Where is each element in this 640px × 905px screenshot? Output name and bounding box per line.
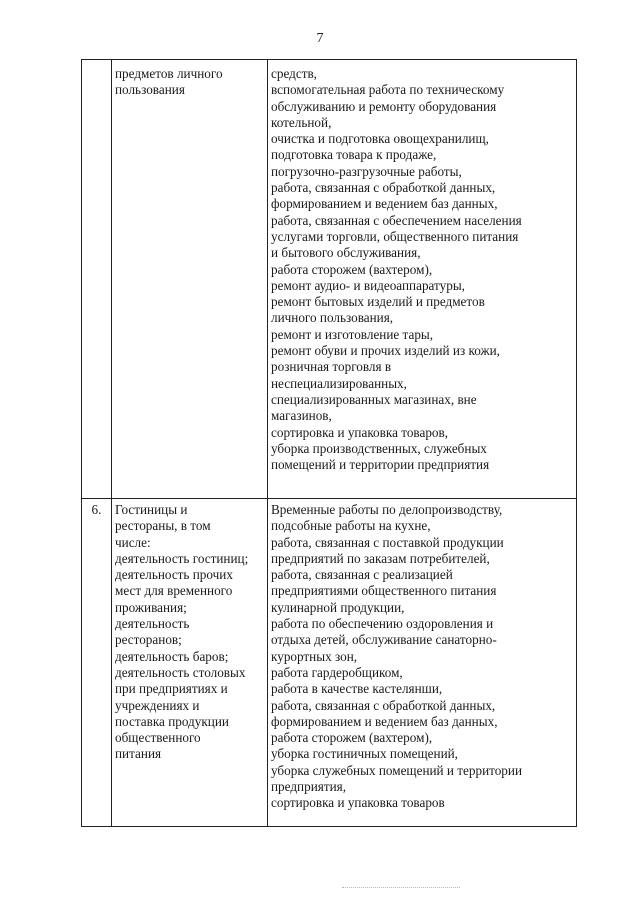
works-line: формированием и ведением баз данных, (271, 196, 498, 212)
works-line: неспециализированных, (271, 375, 407, 391)
works-line: ремонт обуви и прочих изделий из кожи, (271, 343, 500, 359)
works-line: формированием и ведением баз данных, (271, 713, 498, 729)
works-line: сортировка и упаковка товаров (271, 795, 445, 811)
activity-line: проживания; (115, 599, 187, 615)
works-line: предприятия, (271, 779, 346, 795)
works-line: ремонт бытовых изделий и предметов (271, 294, 485, 310)
activity-line: деятельность столовых (115, 664, 246, 680)
works-line: ремонт и изготовление тары, (271, 326, 434, 342)
works-line: работа сторожем (вахтером), (271, 261, 433, 277)
activities-table (81, 59, 577, 827)
works-line: уборка служебных помещений и территории (271, 762, 523, 778)
works-line: вспомогательная работа по техническому (271, 82, 505, 98)
works-line: магазинов, (271, 408, 332, 424)
works-line: работа, связанная с обработкой данных, (271, 697, 496, 713)
activity-cell (112, 499, 268, 827)
works-line: личного пользования, (271, 310, 394, 326)
activity-line: Гостиницы и (115, 502, 188, 517)
works-line: специализированных магазинах, вне (271, 391, 477, 407)
activity-line: поставка продукции (115, 713, 229, 729)
row-number-cell: 6. (82, 499, 112, 827)
works-line: работа гардеробщиком, (271, 664, 403, 680)
works-line: уборка гостиничных помещений, (271, 746, 458, 762)
works-line: очистка и подготовка овощехранилищ, (271, 131, 489, 147)
works-line: работа сторожем (вахтером), (271, 730, 433, 746)
activity-line: предметов личного (115, 66, 223, 81)
activity-line: деятельность гостиниц; (115, 550, 249, 566)
works-line: работа в качестве кастелянши, (271, 681, 443, 697)
activity-line: числе: (115, 534, 151, 550)
works-line: розничная торговля в (271, 359, 392, 375)
activity-line: пользования (115, 82, 185, 98)
activity-line: общественного (115, 730, 201, 746)
works-line: курортных зон, (271, 648, 358, 664)
works-line: отдыха детей, обслуживание санаторно- (271, 632, 497, 648)
works-line: ремонт аудио- и видеоаппаратуры, (271, 277, 465, 293)
row-number-cell (82, 60, 112, 499)
works-line: работа по обеспечению оздоровления и (271, 616, 494, 632)
works-line: кулинарной продукции, (271, 599, 405, 615)
works-line: подготовка товара к продаже, (271, 147, 437, 163)
activity-line: питания (115, 746, 162, 762)
page-number: 7 (316, 31, 324, 46)
works-line: работа, связанная с реализацией (271, 567, 453, 583)
activity-line: деятельность (115, 616, 190, 632)
works-line: работа, связанная с поставкой продукции (271, 534, 504, 550)
works-line: средств, (271, 66, 317, 81)
works-line: предприятиями общественного питания (271, 583, 497, 599)
activity-line: деятельность баров; (115, 648, 229, 664)
works-line: предприятий по заказам потребителей, (271, 550, 490, 566)
works-line: и бытового обслуживания, (271, 245, 421, 261)
works-line: услугами торговли, общественного питания (271, 228, 519, 244)
activity-line: мест для временного (115, 583, 233, 599)
table-row (82, 499, 577, 827)
works-line: обслуживанию и ремонту оборудования (271, 98, 497, 114)
works-cell (268, 499, 577, 827)
works-line: котельной, (271, 114, 332, 130)
works-line: работа, связанная с обработкой данных, (271, 180, 496, 196)
table-row (82, 60, 577, 499)
activity-line: учреждениях и (115, 697, 200, 713)
works-cell (268, 60, 577, 499)
works-line: погрузочно-разгрузочные работы, (271, 163, 462, 179)
activity-line: деятельность прочих (115, 567, 233, 583)
activity-line: рестораны, в том (115, 518, 211, 534)
works-line: подсобные работы на кухне, (271, 518, 431, 534)
works-line: помещений и территории предприятия (271, 457, 490, 473)
works-line: уборка производственных, служебных (271, 440, 487, 456)
activity-line: ресторанов; (115, 632, 182, 648)
works-line: Временные работы по делопроизводству, (271, 502, 503, 517)
works-line: сортировка и упаковка товаров, (271, 424, 449, 440)
activity-line: при предприятиях и (115, 681, 228, 697)
works-line: работа, связанная с обеспечением населения (271, 212, 522, 228)
scan-artifact (342, 887, 460, 891)
activity-cell (112, 60, 268, 499)
